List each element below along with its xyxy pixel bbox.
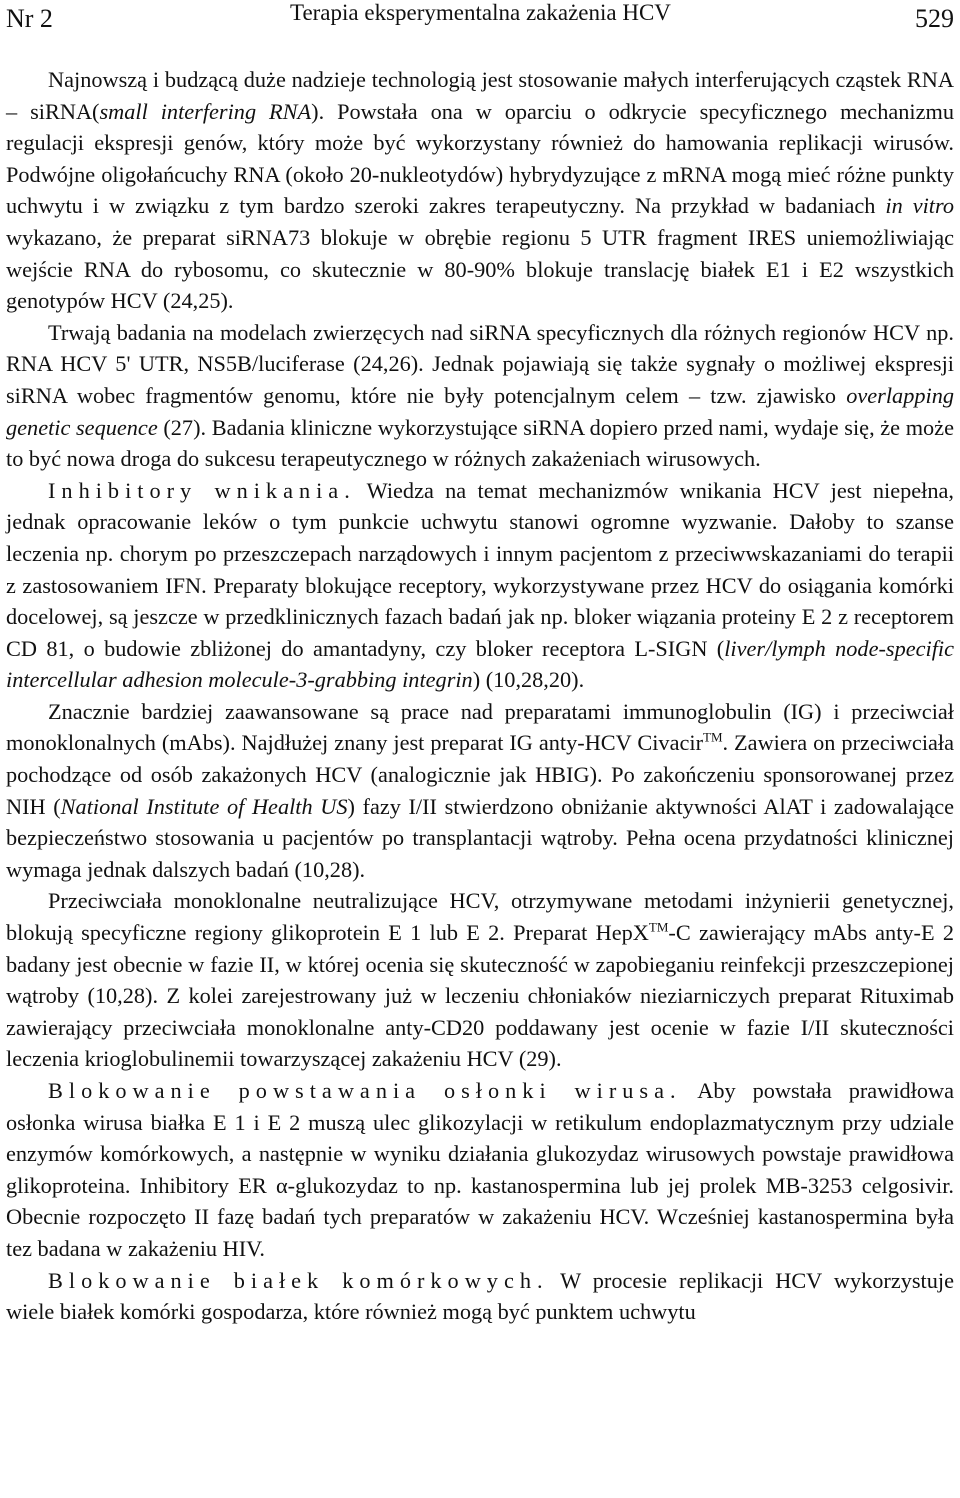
paragraph-animal-models: Trwają badania na modelach zwierzęcych nad siRNA specyficznych dla różnych regionów HCV np. RNA HCV 5' UTR, NS5B/luciferase (24,26). Jednak pojawiają się także sygnały o możliwej ekspresji siRNA wobec fragmentów genomu, które nie były potencjalnym celem – tzw. zjawisko overlapping genetic sequence (27). Badania kliniczne wykorzystujące siRNA dopiero przed nami, wydaje się, że może to być nowa droga do sukcesu terapeutycznego w różnych zakażeniach wirusowych. [6,319,954,472]
section-heading-envelope: Blokowanie powstawania osłonki wirusa. [48,1078,682,1103]
article-body [6,64,954,1328]
paragraph-cell-proteins: Blokowanie białek komórkowych. W procesie replikacji HCV wykorzystuje wiele białek komórki gospodarza, które również mogą być punktem uchwytu [6,1267,954,1325]
paragraph-sirna: Najnowszą i budzącą duże nadzieje technologią jest stosowanie małych interferujących cząstek RNA – siRNA(small interfering RNA). Powstała ona w oparciu o odkrycie specyficznego mechanizmu regulacji ekspresji genów, który może być wykorzystany również do hamowania replikacji wirusów. Podwójne oligołańcuchy RNA (około 20-nukleotydów) hybrydyzujące z mRNA mogą mieć różne punkty uchwytu i w związku z tym bardzo szeroki zakres terapeutyczny. Na przykład w badaniach in vitro wykazano, że preparat siRNA73 blokuje w obrębie regionu 5 UTR fragment IRES uniemożliwiając wejście RNA do rybosomu, co skutecznie w 80-90% blokuje translację białek E1 i E2 wszystkich genotypów HCV (24,25). [6,67,955,314]
section-heading-entry-inhibitors: Inhibitory wnikania. [48,477,356,503]
page-header [0,0,960,40]
section-heading-cell-proteins: Blokowanie białek komórkowych. [48,1267,549,1293]
paragraph-immunoglobulins: Znacznie bardziej zaawansowane są prace nad preparatami immunoglobulin (IG) i przeciwciał monoklonalnych (mAbs). Najdłużej znany jest preparat IG anty-HCV Civacir™. Zawiera on przeciwciała pochodzące od osób zakażonych HCV (analogicznie jak HBIG). Po zakończeniu sponsorowanej przez NIH (National Institute of Health US) fazy I/II stwierdzono obniżanie aktywności AlAT i zadowalające bezpieczeństwo stosowania u pacjentów po transplantacji wątroby. Pełna ocena przydatności klinicznej wymaga jednak dalszych badań (10,28). [6,698,954,882]
page-number: 529 [915,4,954,33]
paragraph-monoclonal: Przeciwciała monoklonalne neutralizujące HCV, otrzymywane metodami inżynierii genetycznej, blokują specyficzne regiony glikoprotein E 1 lub E 2. Preparat HepX™-C zawierający mAbs anty-E 2 badany jest obecnie w fazie II, w której ocenia się skuteczność w zapobieganiu reinfekcji przeszczepionej wątroby (10,28). Z kolei zarejestrowany już w leczeniu chłoniaków nieziarniczych preparat Rituximab zawierający przeciwciała monoklonalne anty-CD20 poddawany jest ocenie w fazie I/II skuteczności leczenia krioglobulinemii towarzyszącej zakażeniu HCV (29). [6,888,954,1072]
paragraph-envelope: Blokowanie powstawania osłonki wirusa. Aby powstała prawidłowa osłonka wirusa białka E 1 i E 2 muszą ulec glikozylacji w retikulum endoplazmatycznym przy udziale enzymów komórkowych, a następnie w wyniku działania glukozydaz wirusowych powstaje prawidłowa glikoproteina. Inhibitory ER α-glukozydaz to np. kastanospermina lub jej prolek MB-3253 celgosivir. Obecnie rozpoczęto II fazę badań tych preparatów w zakażeniu HCV. Wcześniej kastanospermina była tez badana w zakażeniu HIV. [6,1078,954,1261]
issue-number: Nr 2 [6,4,53,33]
paragraph-entry-inhibitors: Inhibitory wnikania. Wiedza na temat mechanizmów wnikania HCV jest niepełna, jednak opracowanie leków o tym punkcie uchwytu stanowi ogromne wyzwanie. Dałoby to szanse leczenia np. chorym po przeszczepach narządowych i innym pacjentom z przeciwwskazaniami do terapii z zastosowaniem IFN. Preparaty blokujące receptory, wykorzystywane przez HCV do osiągania komórki docelowej, są jeszcze w przedklinicznych fazach badań jak np. bloker wiązania proteiny E 2 z receptorem CD 81, o budowie zbliżonej do amantadyny, czy bloker receptora L-SIGN (liver/lymph node-specific intercellular adhesion molecule-3-grabbing integrin) (10,28,20). [6,477,954,693]
running-title: Terapia eksperymentalna zakażenia HCV [290,0,671,25]
